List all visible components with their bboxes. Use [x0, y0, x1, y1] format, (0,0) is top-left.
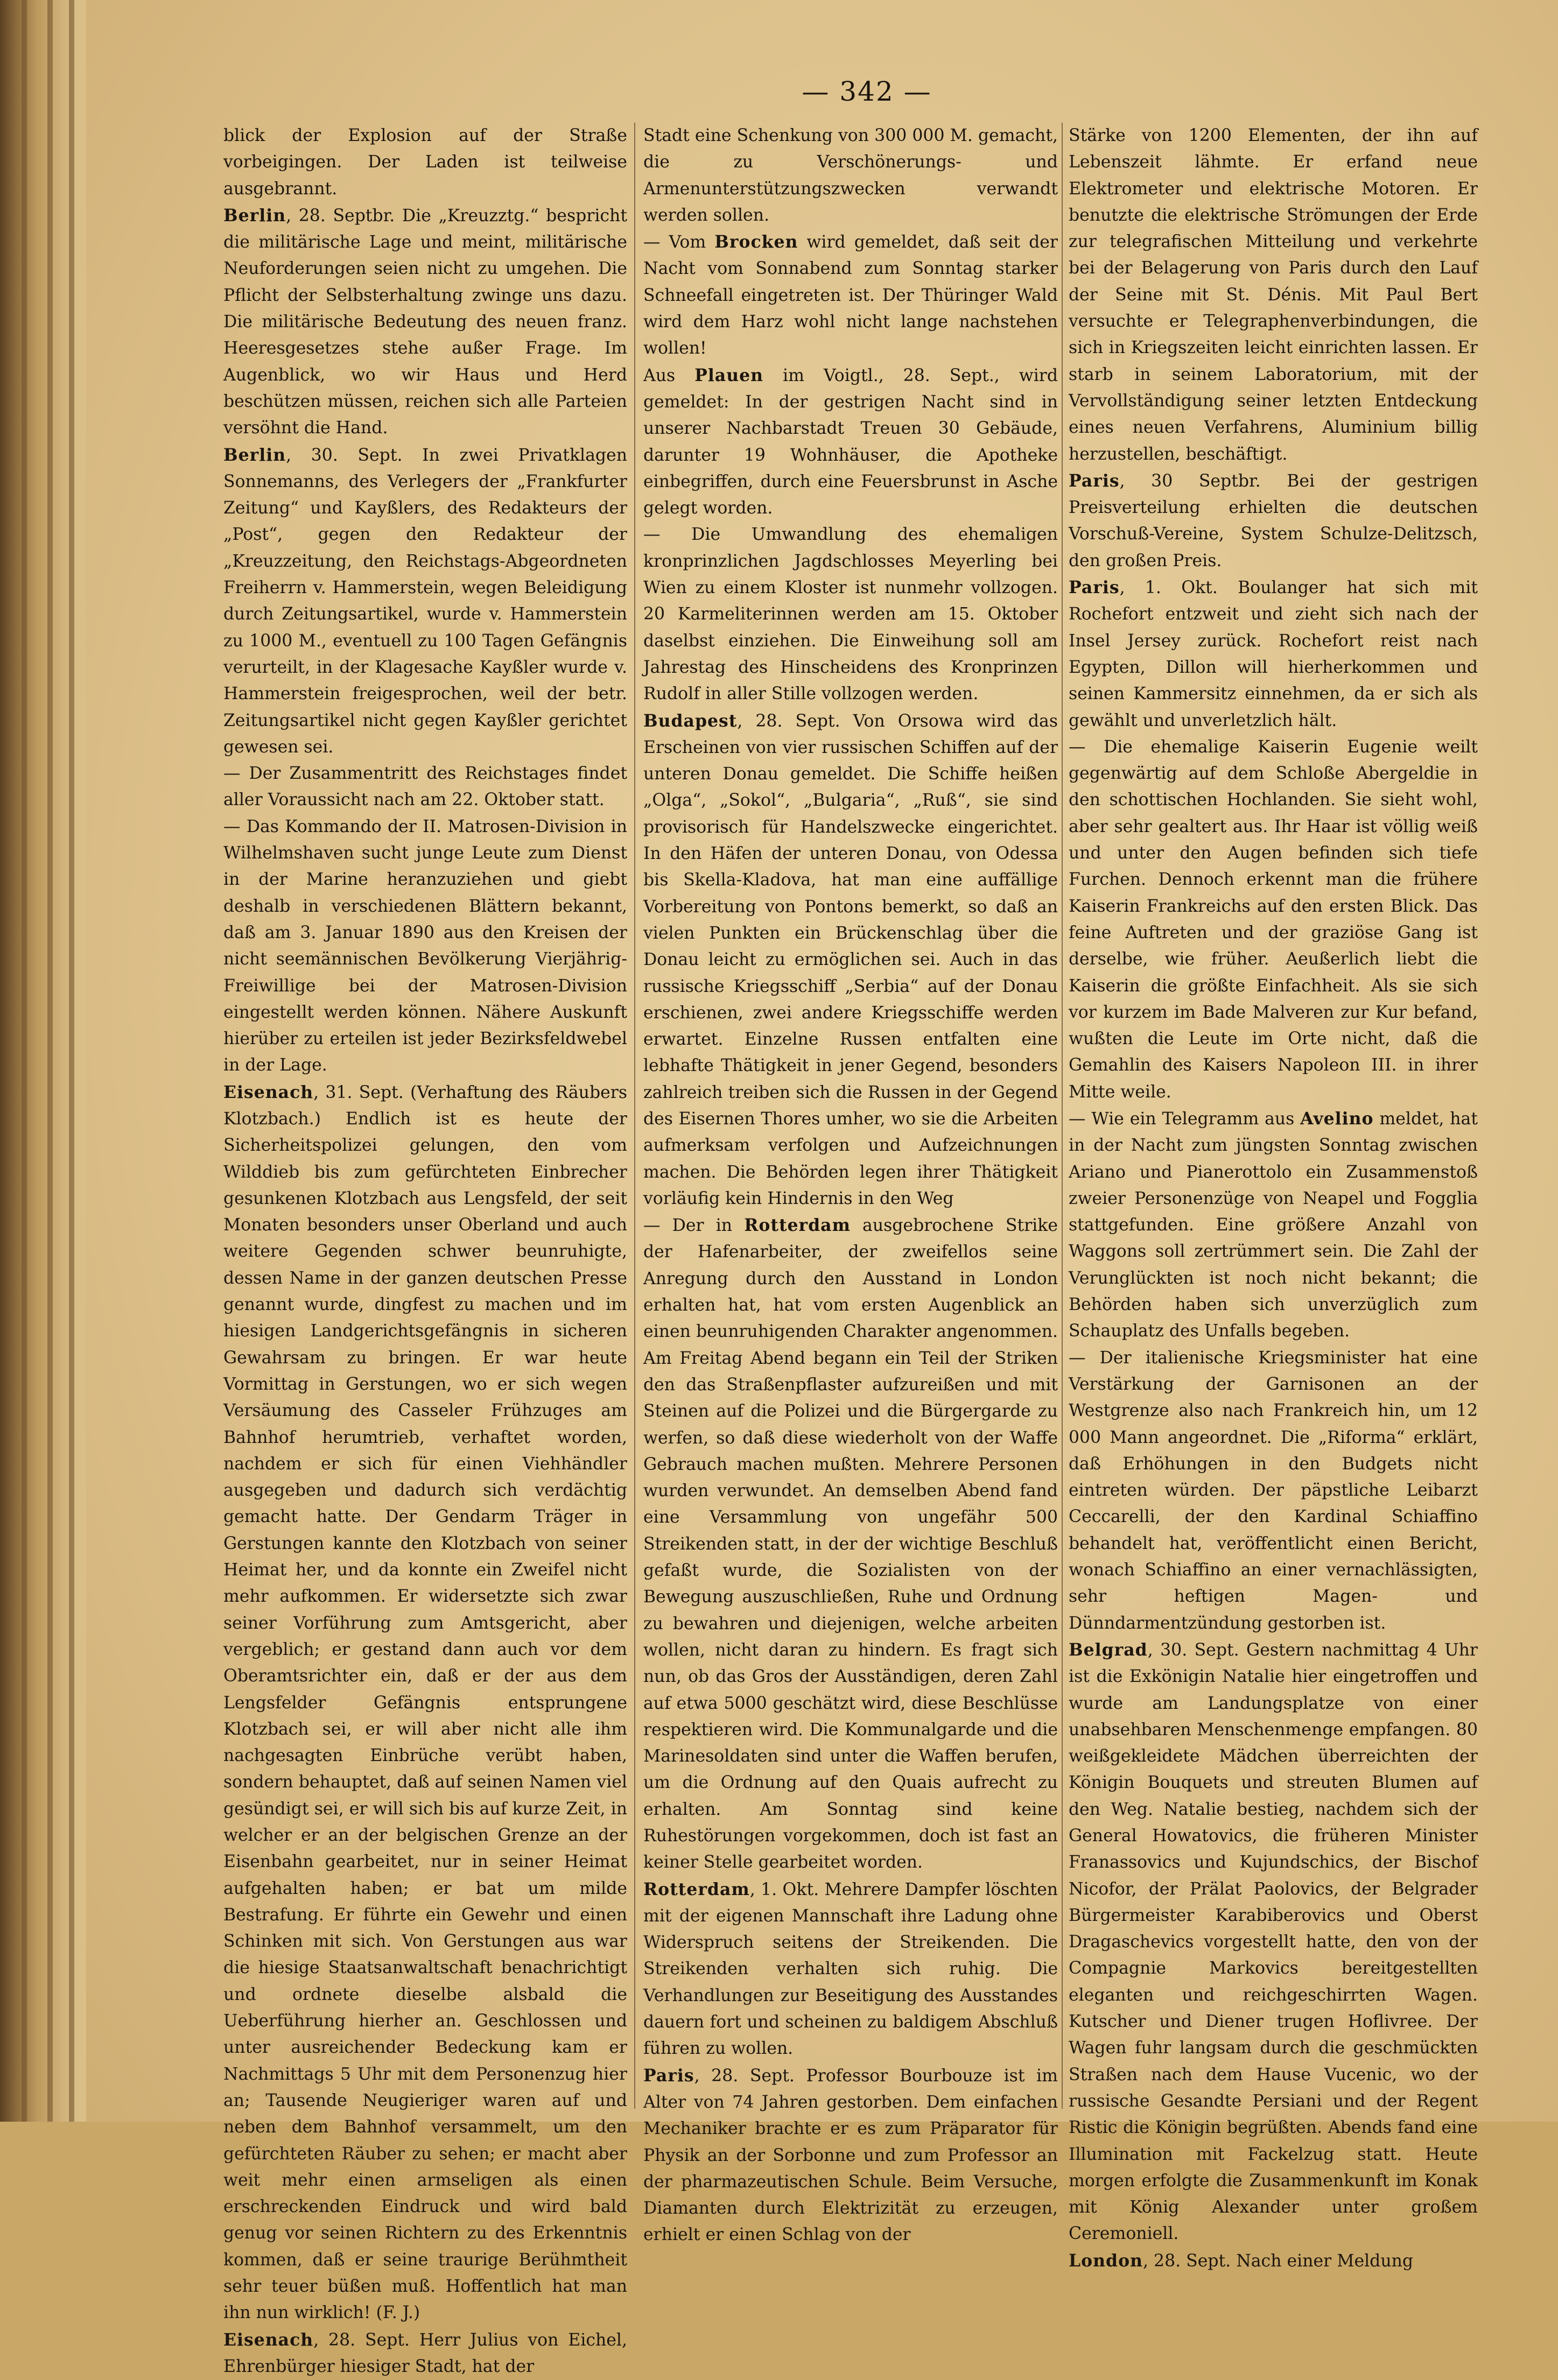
paragraph-text: , 30. Sept. Gestern nachmittag 4 Uhr ist die Exkönigin Natalie hier eingetroffen und wurde am Landungsplatze von einer unabsehbaren Menschenmenge empfangen. 80 weißgekleidete Mädchen überreichten der Königin Bouquets und streuten Blumen auf den Weg. Natalie bestieg, nachdem sich der General Howatovics, die früheren Minister Franassovics und Kujundschics, der Bischof Nicofor, der Prälat Paolovics, der Belgrader Bürgermeister Karabiberovics und Oberst Dragaschevics vorgestellt hatte, den von der Compagnie Markovics bereitgestellten eleganten und reichgeschirrten Wagen. Kutscher und Diener trugen Hoflivree. Der Wagen fuhr langsam durch die geschmückten Straßen nach dem Hause Vucenic, wo der russische Gesandte Persiani und der Regent Ristic die Königin begrüßten. Abends fand eine Illumination mit Fackelzug statt. Heute morgen erfolgte die Zusammenkunft im Konak mit König Alexander unter großem Ceremoniell. — [1069, 1640, 1478, 2244]
dateline-place: Paris — [643, 2065, 694, 2086]
dateline-place: Paris — [1069, 578, 1120, 598]
paragraph-lead: — Der in — [643, 1216, 745, 1236]
paragraph-text: — Die Umwandlung des ehemaligen kronprinzlichen Jagdschlosses Meyerling bei Wien zu einem Kloster ist nunmehr vollzogen. 20 Karmeliterinnen werden am 15. Oktober daselbst einziehen. Die Einweihung soll am Jahrestag des Hinscheidens des Kronprinzen Rudolf in aller Stille vollzogen werden. — [643, 525, 1058, 704]
paragraph-text: , 28. Sept. Nach einer Meldung — [1143, 2251, 1414, 2271]
article-paragraph — [223, 123, 627, 202]
paragraph-text: , 28. Sept. Professor Bourbouze ist im Alter von 74 Jahren gestorben. Dem einfachen Mechaniker brachte er es zum Präparator für Physik an der Sorbonne und zum Professor an der pharmazeutischen Schule. Beim Versuche, Diamanten durch Elektrizität zu erzeugen, erhielt er einen Schlag von der — [643, 2066, 1058, 2245]
article-paragraph — [1069, 1345, 1478, 1637]
article-paragraph — [1069, 123, 1478, 468]
paragraph-text: — Die ehemalige Kaiserin Eugenie weilt gegenwärtig auf dem Schloße Abergeldie in den schottischen Hochlanden. Sie sieht wohl, aber sehr gealtert aus. Ihr Haar ist völlig weiß und unter den Augen befinden sich tiefe Furchen. Dennoch erkennt man die frühere Kaiserin Frankreichs auf den ersten Blick. Das feine Auftreten und der graziöse Gang ist derselbe, wie früher. Aeußerlich liebt die Kaiserin die größte Einfachheit. Als sie sich vor kurzem im Bade Malveren zur Kur befand, wußten die Leute im Orte nicht, daß die Gemahlin des Kaisers Napoleon III. in ihrer Mitte weile. — [1069, 737, 1478, 1102]
column-1 — [223, 123, 627, 2376]
paragraph-text: — Das Kommando der II. Matrosen-Division in Wilhelmshaven sucht junge Leute zum Dienst in der Marine heranzuziehen und giebt deshalb in verschiedenen Blättern bekannt, daß am 3. Januar 1890 aus den Kreisen der nicht seemännischen Bevölkerung Vierjährig-Freiwillige bei der Matrosen-Division eingestellt werden können. Nähere Auskunft hierüber zu erteilen ist jeder Bezirksfeldwebel in der Lage. — [223, 816, 627, 1075]
stacked-page-edge — [47, 0, 53, 2122]
article-paragraph — [1069, 2248, 1478, 2275]
dateline-place: Belgrad — [1069, 1639, 1148, 1660]
dateline-place: Brocken — [714, 232, 798, 252]
article-paragraph — [643, 2062, 1058, 2249]
paragraph-text: , 28. Sept. Von Orsowa wird das Erscheinen von vier russischen Schiffen auf der unteren Donau gemeldet. Die Schiffe heißen „Olga“, „Sokol“, „Bulgaria“, „Ruß“, sie sind provisorisch für Handelszwecke eingerichtet. In den Häfen der unteren Donau, von Odessa bis Skella-Kladova, hat man eine auffällige Vorbereitung von Pontons bemerkt, so daß an vielen Punkten ein Brückenschlag über die Donau leicht zu ermöglichen sei. Auch in das russische Kriegsschiff „Serbia“ auf der Donau erschienen, zwei andere Kriegsschiffe werden erwartet. Einzelne Russen entfalten eine lebhafte Thätigkeit in jener Gegend, besonders zahlreich treiben sich die Russen in der Gegend des Eisernen Thores umher, wo sie die Arbeiten aufmerksam verfolgen und Aufzeichnungen machen. Die Behörden legen ihrer Thätigkeit vorläufig kein Hindernis in den Weg — [643, 711, 1058, 1208]
paragraph-text: , 30 Septbr. Bei der gestrigen Preisverteilung erhielten die deutschen Vorschuß-Vereine, System Schulze-Delitzsch, den großen Preis. — [1069, 471, 1478, 571]
article-paragraph — [643, 522, 1058, 707]
column-3 — [1069, 123, 1478, 2271]
dateline-place: Paris — [1069, 470, 1120, 491]
article-paragraph — [1069, 468, 1478, 574]
column-2 — [643, 123, 1058, 2245]
stacked-page-edge — [69, 0, 74, 2122]
dateline-place: Rotterdam — [744, 1215, 851, 1236]
paragraph-text: Stadt eine Schenkung von 300 000 M. gemacht, die zu Verschönerungs- und Armenunterstützungszwecken verwandt werden sollen. — [643, 126, 1058, 225]
column-rule — [1062, 123, 1063, 2109]
paragraph-lead: — Wie ein Telegramm aus — [1069, 1109, 1301, 1129]
article-paragraph — [223, 202, 627, 442]
paragraph-lead: — Vom — [643, 233, 715, 252]
paragraph-text: , 28. Sept. Herr Julius von Eichel, Ehrenbürger hiesiger Stadt, hat der — [223, 2330, 627, 2376]
article-paragraph — [223, 442, 627, 761]
paragraph-text: , 28. Septbr. Die „Kreuzztg.“ bespricht die militärische Lage und meint, militärische Neuforderungen seien nicht zu umgehen. Die Pflicht der Selbsterhaltung zwinge uns dazu. Die militärische Bedeutung des neuen franz. Heeresgesetzes stehe außer Frage. Im Augenblick, wo wir Haus und Herd beschützen müssen, reichen sich alle Parteien versöhnt die Hand. — [223, 206, 627, 438]
article-paragraph — [223, 1079, 627, 2327]
article-paragraph — [1069, 1105, 1478, 1345]
stacked-page-edge — [22, 0, 27, 2122]
dateline-place: Avelino — [1300, 1108, 1374, 1129]
article-paragraph — [1069, 1637, 1478, 2248]
article-paragraph — [223, 2327, 627, 2380]
article-paragraph — [643, 123, 1058, 229]
paragraph-text: , 30. Sept. In zwei Privatklagen Sonnemanns, des Verlegers der „Frankfurter Zeitung“ und Kayßlers, des Redakteurs der „Post“, gegen den Redakteur der „Kreuzzeitung, den Reichstags-Abgeordneten Freiherrn v. Hammerstein, wegen Beleidigung durch Zeitungsartikel, wurde v. Hammerstein zu 1000 M., eventuell zu 100 Tagen Gefängnis verurteilt, in der Klagesache Kayßler wurde v. Hammerstein freigesprochen, weil der betr. Zeitungsartikel nicht gegen Kayßler gerichtet gewesen sei. — [223, 445, 627, 757]
article-paragraph — [643, 708, 1058, 1213]
page-number: — 342 — — [802, 76, 932, 107]
paragraph-text: , 1. Okt. Boulanger hat sich mit Rochefort entzweit und zieht sich nach der Insel Jersey zurück. Rochefort reist nach Egypten, Dillon will hierherkommen und seinen Kammersitz einnehmen, da er sich als gewählt und unverletzlich hält. — [1069, 578, 1478, 730]
article-paragraph — [643, 1876, 1058, 2062]
paragraph-text: , 31. Sept. (Verhaftung des Räubers Klotzbach.) Endlich ist es heute der Sicherheitspolizei gelungen, den vom Wilddieb bis zum gefürchteten Einbrecher gesunkenen Klotzbach aus Lengsfeld, der seit Monaten besonders unser Oberland und auch weitere Gegenden schwer beunruhigte, dessen Name in der ganzen deutschen Presse genannt wurde, dingfest zu machen und im hiesigen Landgerichtsgefängnis in sicheren Gewahrsam zu bringen. Er war heute Vormittag in Gerstungen, wo er sich wegen Versäumung des Casseler Frühzuges am Bahnhof herumtrieb, verhaftet worden, nachdem er sich für einen Viehhändler ausgegeben und dadurch sich verdächtig gemacht hatte. Der Gendarm Träger in Gerstungen kannte den Klotzbach von seiner Heimat her, und da konnte ein Zweifel nicht mehr aufkommen. Er widersetzte sich zwar seiner Vorführung zum Amtsgericht, aber vergeblich; er gestand dann auch vor dem Oberamtsrichter ein, daß er der aus dem Lengsfelder Gefängnis entsprungene Klotzbach sei, er will aber nicht alle ihm nachgesagten Einbrüche verübt haben, sondern behauptet, daß auf seinen Namen viel gesündigt sei, er will sich bis auf kurze Zeit, in welcher er an der belgischen Grenze an der Eisenbahn gearbeitet, nur in seiner Heimat aufgehalten haben; er bat um milde Bestrafung. Er führte ein Gewehr und einen Schinken mit sich. Von Gerstungen aus war die hiesige Staatsanwaltschaft benachrichtigt und ordnete dieselbe alsbald die Ueberführung hierher an. Geschlossen und unter ausreichender Bedeckung kam er Nachmittags 5 Uhr mit dem Personenzug hier an; Tausende Neugieriger waren auf und neben dem Bahnhof versammelt, um den gefürchteten Räuber zu sehen; er macht aber weit mehr einen armseligen als einen erschreckenden Eindruck und wird bald genug vor seinen Richtern zu des Erkenntnis kommen, daß er seine traurige Berühmtheit sehr teuer büßen muß. Hoffentlich hat man ihn nun wirklich! (F. J.) — [223, 1082, 627, 2323]
article-paragraph — [223, 761, 627, 814]
paragraph-text: meldet, hat in der Nacht zum jüngsten Sonntag zwischen Ariano und Pianerottolo ein Zusammenstoß zweier Personenzüge von Neapel und Fogglia stattgefunden. Eine größere Anzahl von Waggons soll zertrümmert sein. Die Zahl der Verunglückten ist noch nicht bekannt; die Behörden haben sich unverzüglich zum Schauplatz des Unfalls begeben. — [1069, 1109, 1478, 1341]
column-rule — [634, 123, 635, 2109]
paragraph-text: , 1. Okt. Mehrere Dampfer löschten mit der eigenen Mannschaft ihre Ladung ohne Widerspruch seitens der Streikenden. Die Streikenden verhalten sich ruhig. Die Verhandlungen zur Beseitigung des Ausstandes dauern fort und scheinen zu baldigem Abschluß führen zu wollen. — [643, 1879, 1058, 2059]
dateline-place: Berlin — [223, 205, 286, 226]
dateline-place: Eisenach — [223, 2329, 314, 2350]
article-paragraph — [643, 362, 1058, 522]
article-paragraph — [1069, 734, 1478, 1105]
article-paragraph — [1069, 574, 1478, 734]
paragraph-lead: Aus — [643, 365, 695, 385]
dateline-place: Plauen — [694, 365, 764, 385]
article-paragraph — [643, 1212, 1058, 1876]
dateline-place: Berlin — [223, 445, 286, 465]
dateline-place: Eisenach — [223, 1082, 314, 1102]
paragraph-text: Stärke von 1200 Elementen, der ihn auf Lebenszeit lähmte. Er erfand neue Elektrometer und elektrische Motoren. Er benutzte die elektrische Strömungen der Erde zur telegrafischen Mitteilung und verkehrte bei der Belagerung von Paris durch den Lauf der Seine mit St. Dénis. Mit Paul Bert versuchte er Telegraphenverbindungen, die sich in Kriegszeiten leicht einrichten lassen. Er starb in seinem Laboratorium, mit der Vervollständigung seiner letzten Entdeckung eines neuen Verfahrens, Aluminium billig herzustellen, beschäftigt. — [1069, 126, 1478, 464]
paragraph-text: im Voigtl., 28. Sept., wird gemeldet: In der gestrigen Nacht sind in unserer Nachbarstadt Treuen 30 Gebäude, darunter 19 Wohnhäuser, die Apotheke einbegriffen, durch eine Feuersbrunst in Asche gelegt worden. — [643, 365, 1058, 518]
paragraph-text: — Der italienische Kriegsminister hat eine Verstärkung der Garnisonen an der Westgrenze also nach Frankreich hin, um 12 000 Mann angeordnet. Die „Riforma“ erklärt, daß Erhöhungen in den Budgets nicht eintreten würden. Der päpstliche Leibarzt Ceccarelli, der den Kardinal Schiaffino behandelt hat, veröffentlicht einen Bericht, wonach Schiaffino an einer vernachlässigten, sehr heftigen Magen- und Dünndarmentzündung gestorben ist. — [1069, 1348, 1478, 1633]
article-paragraph — [643, 229, 1058, 362]
dateline-place: London — [1069, 2250, 1143, 2271]
article-paragraph — [223, 814, 627, 1079]
paragraph-text: — Der Zusammentritt des Reichstages findet aller Voraussicht nach am 22. Oktober statt. — [223, 764, 627, 810]
dateline-place: Rotterdam — [643, 1879, 750, 1899]
dateline-place: Budapest — [643, 710, 738, 731]
paragraph-text: blick der Explosion auf der Straße vorbeigingen. Der Laden ist teilweise ausgebrannt. — [223, 126, 627, 199]
paragraph-text: ausgebrochene Strike der Hafenarbeiter, der zweifellos seine Anregung durch den Ausstand in London erhalten hat, hat vom ersten Augenblick an einen beunruhigenden Charakter angenommen. Am Freitag Abend begann ein Teil der Striken den das Straßenpflaster aufzureißen und mit Steinen auf die Polizei und die Bürgergarde zu werfen, so daß diese wiederholt von der Waffe Gebrauch machen mußten. Mehrere Personen wurden verwundet. An demselben Abend fand eine Versammlung von ungefähr 500 Streikenden statt, in der der wichtige Beschluß gefaßt wurde, die Sozialisten von der Bewegung auszuschließen, Ruhe und Ordnung zu bewahren und diejenigen, welche arbeiten wollen, nicht daran zu hindern. Es fragt sich nun, ob das Gros der Ausständigen, deren Zahl auf etwa 5000 geschätzt wird, diese Beschlüsse respektieren wird. Die Kommunalgarde und die Marinesoldaten sind unter die Waffen berufen, um die Ordnung auf den Quais aufrecht zu erhalten. Am Sonntag sind keine Ruhestörungen vorgekommen, doch ist fast an keiner Stelle gearbeitet worden. — [643, 1216, 1058, 1872]
paragraph-text: wird gemeldet, daß seit der Nacht vom Sonnabend zum Sonntag starker Schneefall eingetreten ist. Der Thüringer Wald wird dem Harz wohl nicht lange nachstehen wollen! — [643, 233, 1058, 358]
